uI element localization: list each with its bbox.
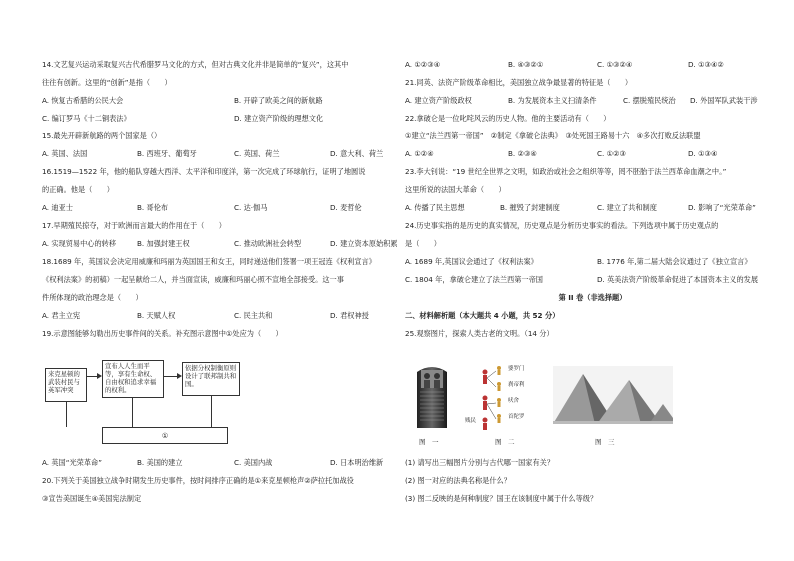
q23-options	[405, 203, 780, 212]
q17-options	[42, 239, 417, 248]
q17-stem: 17.早期殖民掠夺，对于欧洲而言最大的作用在于（ ）	[42, 221, 226, 230]
q24-option-a[interactable]: A. 1689 年,英国议会通过了《权利法案》	[405, 257, 538, 266]
q16-stem: 16.1519—1522 年，他的船队穿越大西洋、太平洋和印度洋，第一次完成了环球航行，证明了地圆说	[42, 167, 366, 176]
q19-option-b[interactable]: B. 美国的建立	[137, 458, 183, 467]
q18-stem-cont: 《权利法案》的初稿）一起呈献给二人，并当面宣读，威廉和玛丽心照不宣地全部接受。这一事	[42, 275, 344, 284]
q17-option-c[interactable]: C. 推动欧洲社会转型	[234, 239, 302, 248]
q22-items: ①建立“法兰西第一帝国” ②制定《拿破仑法典》 ③处死国王路易十六 ④多次打败反法联盟	[405, 131, 701, 140]
q25-stem: 25.观察图片，探索人类古老的文明。（14 分）	[405, 329, 554, 338]
q18-option-c[interactable]: C. 民主共和	[234, 311, 273, 320]
q23-option-d[interactable]: D. 影响了“光荣革命”	[688, 203, 756, 212]
right-column	[405, 0, 780, 561]
caste-label-2: 刹帝利	[508, 382, 525, 388]
q22-option-c[interactable]: C. ①②③	[597, 149, 626, 158]
q16-option-c[interactable]: C. 达·伽马	[234, 203, 268, 212]
q20-option-a[interactable]: A. ①②③④	[405, 60, 441, 69]
q15-option-b[interactable]: B. 西班牙、葡萄牙	[137, 149, 197, 158]
q20-option-d[interactable]: D. ①③④②	[688, 60, 724, 69]
q15-option-a[interactable]: A. 英国、法国	[42, 149, 88, 158]
caste-label-5: 贱民	[465, 418, 477, 424]
q21-option-b[interactable]: B. 为发展资本主义扫清条件	[508, 96, 597, 105]
q16-stem-cont: 的正确。他是（ ）	[42, 185, 114, 194]
q25-sub2: (2) 图一对应的法典名称是什么？	[405, 476, 511, 485]
q20-option-b[interactable]: B. ④③②①	[508, 60, 544, 69]
q20-stem-cont: ③宣告美国诞生④美国宪法制定	[42, 494, 142, 503]
q14-option-d[interactable]: D. 建立资产阶级的理想文化	[234, 114, 324, 123]
caste-label-3: 吠舍	[508, 398, 520, 404]
connector-1	[66, 402, 67, 427]
q24-stem-cont: 是（ ）	[405, 239, 441, 248]
q20-options	[405, 60, 780, 69]
q24-option-d[interactable]: D. 英美法资产阶级革命促进了本国资本主义的发展	[597, 275, 759, 284]
q21-options	[405, 96, 780, 105]
stele-figure	[411, 362, 453, 428]
q22-stem: 22.拿破仑是一位叱咤风云的历史人物。他的主要活动有（ ）	[405, 114, 611, 123]
q24-stem: 24.历史事实指的是历史的真实情况，历史观点是分析历史事实的看法。下列选项中属于历史观点的	[405, 221, 719, 230]
q23-stem-cont: 这里所说的法国大革命（ ）	[405, 185, 506, 194]
q17-option-d[interactable]: D. 建立资本原始积累	[330, 239, 398, 248]
q18-option-a[interactable]: A. 君主立宪	[42, 311, 81, 320]
connector-3	[211, 396, 212, 427]
figure-3-caption: 图 三	[595, 438, 615, 446]
q20-stem: 20.下列关于美国独立战争时期发生历史事件，按时间排序正确的是①来克星顿枪声②萨拉托加战役	[42, 476, 354, 485]
q25-sub3: (3) 图二反映的是何种制度？国王在该制度中属于什么等级？	[405, 494, 598, 503]
q17-option-b[interactable]: B. 加强封建王权	[137, 239, 190, 248]
diagram-center-box: ①	[102, 427, 228, 444]
left-column	[42, 0, 417, 561]
q19-diagram	[42, 360, 302, 440]
q14-option-b[interactable]: B. 开辟了欧美之间的新航路	[234, 96, 323, 105]
q25-sub1: (1) 请写出三幅图片分别与古代哪一国家有关？	[405, 458, 555, 467]
q16-options	[42, 203, 417, 212]
q15-options	[42, 149, 417, 158]
q19-options	[42, 458, 417, 467]
connector-2	[132, 398, 133, 427]
q21-option-a[interactable]: A. 建立资产阶级政权	[405, 96, 472, 105]
caste-label-4: 首陀罗	[508, 414, 525, 420]
diagram-box-2: 宣布人人生而平等，享有生命权、自由权和追求幸福的权利。	[102, 360, 164, 398]
q22-option-a[interactable]: A. ①②④	[405, 149, 434, 158]
q14-stem-cont: 往往有创新。这里的“创新”是指（ ）	[42, 78, 172, 87]
q23-option-c[interactable]: C. 建立了共和制度	[597, 203, 657, 212]
diagram-box-3: 依据分权制衡原则设计了联邦制共和国。	[182, 362, 240, 396]
caste-figure	[477, 362, 537, 432]
caste-label-1: 婆罗门	[508, 366, 525, 372]
q23-option-a[interactable]: A. 传播了民主思想	[405, 203, 465, 212]
q16-option-a[interactable]: A. 迪亚士	[42, 203, 73, 212]
q22-options	[405, 149, 780, 158]
q14-option-a[interactable]: A. 恢复古希腊的公民大会	[42, 96, 124, 105]
q19-option-a[interactable]: A. 英国“光荣革命”	[42, 458, 102, 467]
pyramids-figure	[553, 366, 673, 424]
q14-options	[42, 96, 417, 105]
q18-stem-cont2: 件所体现的政治理念是（ ）	[42, 293, 143, 302]
figure-2-caption: 图 二	[495, 438, 515, 446]
q18-option-b[interactable]: B. 天赋人权	[137, 311, 176, 320]
q21-option-d[interactable]: D. 外国军队武装干涉	[690, 96, 758, 105]
q19-option-d[interactable]: D. 日本明治维新	[330, 458, 384, 467]
q16-option-b[interactable]: B. 哥伦布	[137, 203, 169, 212]
q14-stem: 14.文艺复兴运动采取复兴古代希腊罗马文化的方式，但对古典文化并非是简单的“复兴”，这其中	[42, 60, 349, 69]
q24-option-b[interactable]: B. 1776 年,第二届大陆会议通过了《独立宣言》	[597, 257, 752, 266]
q23-stem: 23.李大钊说：“19 世纪全世界之文明，如政治或社会之组织等等，罔不胚胎于法兰西革命血潮之中。”	[405, 167, 727, 176]
q21-option-c[interactable]: C. 摆脱殖民统治	[623, 96, 676, 105]
section-title: 第 II 卷（非选择题）	[558, 293, 627, 302]
q19-option-c[interactable]: C. 美国内战	[234, 458, 273, 467]
section-heading: 二、材料解析题（本大题共 4 小题，共 52 分）	[405, 311, 560, 320]
q24-options	[405, 257, 780, 266]
q20-option-c[interactable]: C. ①③②④	[597, 60, 633, 69]
q15-option-c[interactable]: C. 英国、荷兰	[234, 149, 280, 158]
q14-options-2	[42, 114, 417, 123]
q15-option-d[interactable]: D. 意大利、荷兰	[330, 149, 384, 158]
q21-stem: 21.同英、法资产阶级革命相比，美国独立战争最显著的特征是（ ）	[405, 78, 633, 87]
q24-option-c[interactable]: C. 1804 年，拿破仑建立了法兰西第一帝国	[405, 275, 543, 284]
q22-option-d[interactable]: D. ①③④	[688, 149, 718, 158]
q16-option-d[interactable]: D. 麦哲伦	[330, 203, 362, 212]
q24-options-2	[405, 275, 780, 284]
q22-option-b[interactable]: B. ②③④	[508, 149, 537, 158]
q23-option-b[interactable]: B. 摧毁了封建制度	[500, 203, 560, 212]
q18-stem: 18.1689 年，英国议会决定用威廉和玛丽为英国国王和女王，同时递送他们签署一项王冠连《权利宣言》	[42, 257, 376, 266]
q17-option-a[interactable]: A. 实现贸易中心的转移	[42, 239, 117, 248]
figure-1-caption: 图 一	[419, 438, 439, 446]
q19-stem: 19.示意图能够勾勒出历史事件间的关系。补充图示意图中①处应为（ ）	[42, 329, 283, 338]
q14-option-c[interactable]: C. 编订罗马《十二铜表法》	[42, 114, 131, 123]
q18-options	[42, 311, 417, 320]
q18-option-d[interactable]: D. 君权神授	[330, 311, 369, 320]
diagram-box-1: 来克星顿的武装村民与英军冲突	[45, 368, 87, 402]
q15-stem: 15.最先开辟新航路的两个国家是（）	[42, 131, 162, 140]
